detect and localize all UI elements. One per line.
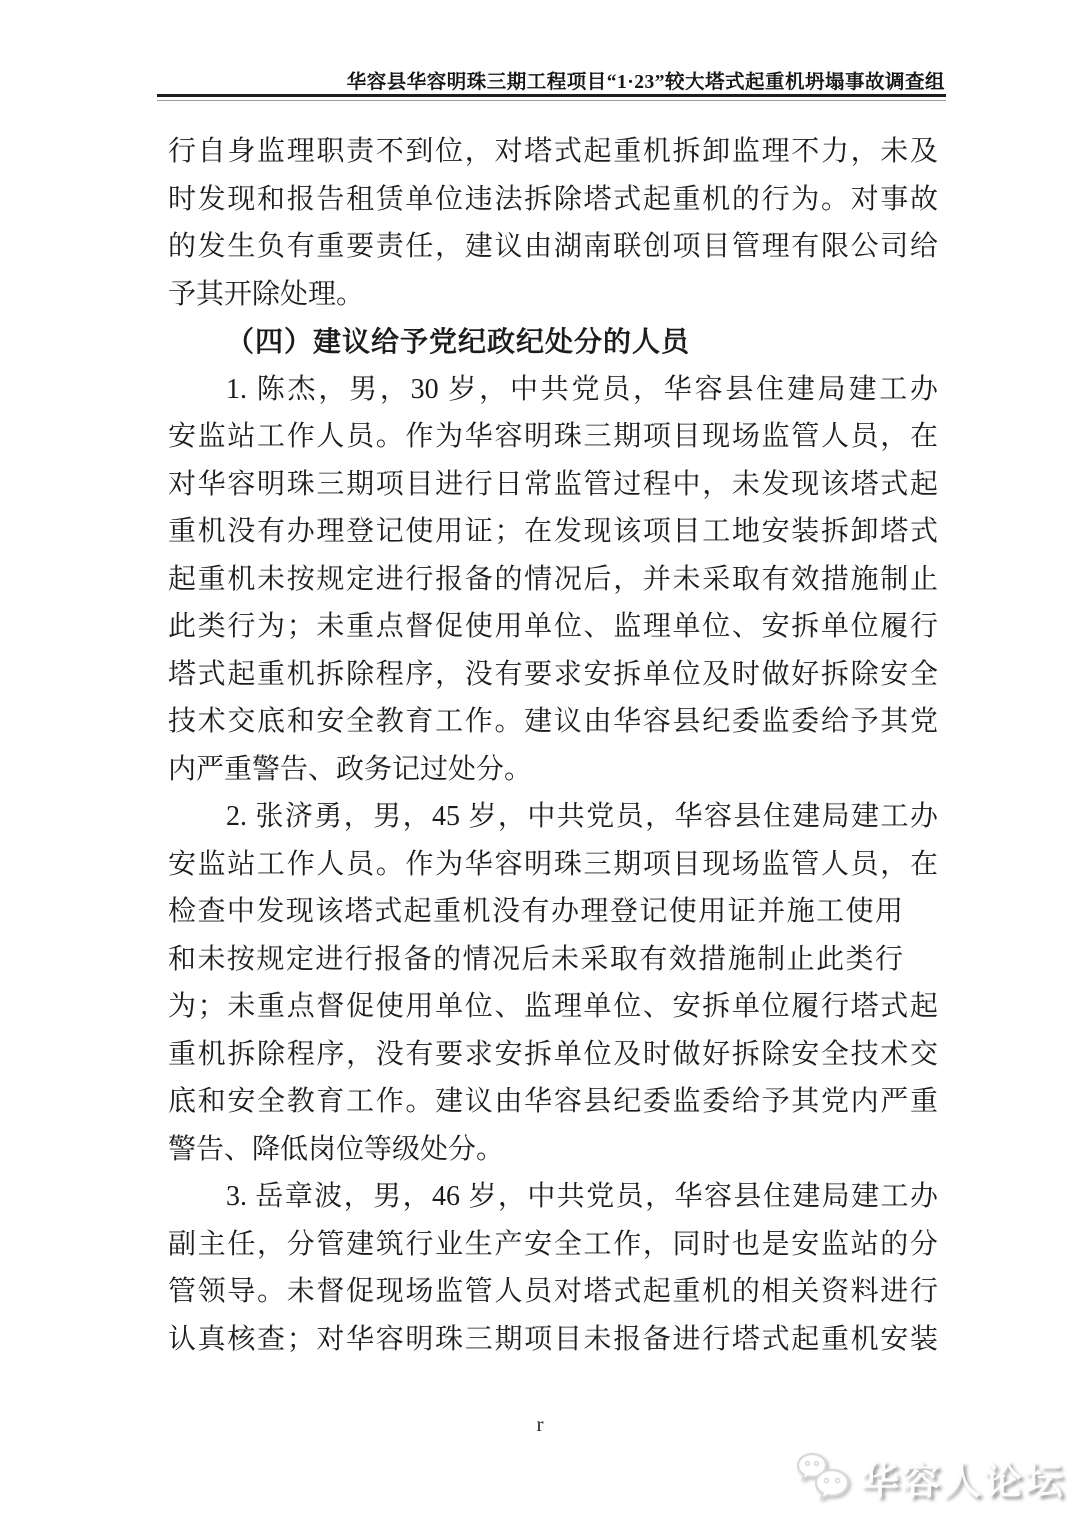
- text-line: 底和安全教育工作。建议由华容县纪委监委给予其党内严重: [168, 1086, 938, 1117]
- text-line: 警告、降低岗位等级处分。: [168, 1133, 505, 1165]
- text-line: 重机没有办理登记使用证；在发现该项目工地安装拆卸塔式: [168, 516, 938, 547]
- watermark-text: 华容人论坛: [860, 1461, 1066, 1503]
- text-line: 副主任，分管建筑行业生产安全工作，同时也是安监站的分: [168, 1228, 938, 1260]
- text-line: 安监站工作人员。作为华容明珠三期项目现场监管人员，在: [168, 421, 938, 452]
- text-line: 和未按规定进行报备的情况后未采取有效措施制止此类行: [168, 943, 903, 975]
- text-line: 2. 张济勇，男，45 岁，中共党员，华容县住建局建工办: [226, 801, 938, 832]
- text-line: 对华容明珠三期项目进行日常监管过程中，未发现该塔式起: [168, 468, 938, 500]
- text-line: 安监站工作人员。作为华容明珠三期项目现场监管人员，在: [168, 848, 938, 880]
- text-line: 为；未重点督促使用单位、监理单位、安拆单位履行塔式起: [168, 991, 938, 1022]
- text-line: 的发生负有重要责任，建议由湖南联创项目管理有限公司给: [168, 231, 938, 262]
- text-line: 塔式起重机拆除程序，没有要求安拆单位及时做好拆除安全: [168, 658, 938, 690]
- text-line: 检查中发现该塔式起重机没有办理登记使用证并施工使用: [168, 896, 903, 927]
- text-line: 3. 岳章波，男，46 岁，中共党员，华容县住建局建工办: [226, 1181, 938, 1212]
- text-line: 重机拆除程序，没有要求安拆单位及时做好拆除安全技术交: [168, 1038, 938, 1070]
- header-rule: [157, 94, 946, 101]
- chat-bubbles-icon: [795, 1451, 853, 1505]
- text-line: 认真核查；对华容明珠三期项目未报备进行塔式起重机安装: [168, 1323, 938, 1355]
- watermark: [795, 1450, 1066, 1505]
- text-line: 管领导。未督促现场监管人员对塔式起重机的相关资料进行: [168, 1276, 938, 1307]
- text-line: 1. 陈杰，男，30 岁，中共党员，华容县住建局建工办: [226, 373, 938, 405]
- text-line: 时发现和报告租赁单位违法拆除塔式起重机的行为。对事故: [168, 183, 938, 215]
- text-line: 此类行为；未重点督促使用单位、监理单位、安拆单位履行: [168, 611, 938, 642]
- text-line: 技术交底和安全教育工作。建议由华容县纪委监委给予其党: [168, 706, 938, 737]
- text-line: 起重机未按规定进行报备的情况后，并未采取有效措施制止: [168, 563, 938, 595]
- document-body: [168, 128, 938, 1363]
- page-number: r: [536, 1412, 544, 1436]
- text-line: 行自身监理职责不到位，对塔式起重机拆卸监理不力，未及: [168, 136, 938, 167]
- text-line: 内严重警告、政务记过处分。: [168, 753, 533, 785]
- text-line: 予其开除处理。: [168, 278, 365, 310]
- header-title: 华容县华容明珠三期工程项目“1·23”较大塔式起重机坍塌事故调查组: [346, 72, 945, 93]
- text-line: （四）建议给予党纪政纪处分的人员: [226, 326, 691, 357]
